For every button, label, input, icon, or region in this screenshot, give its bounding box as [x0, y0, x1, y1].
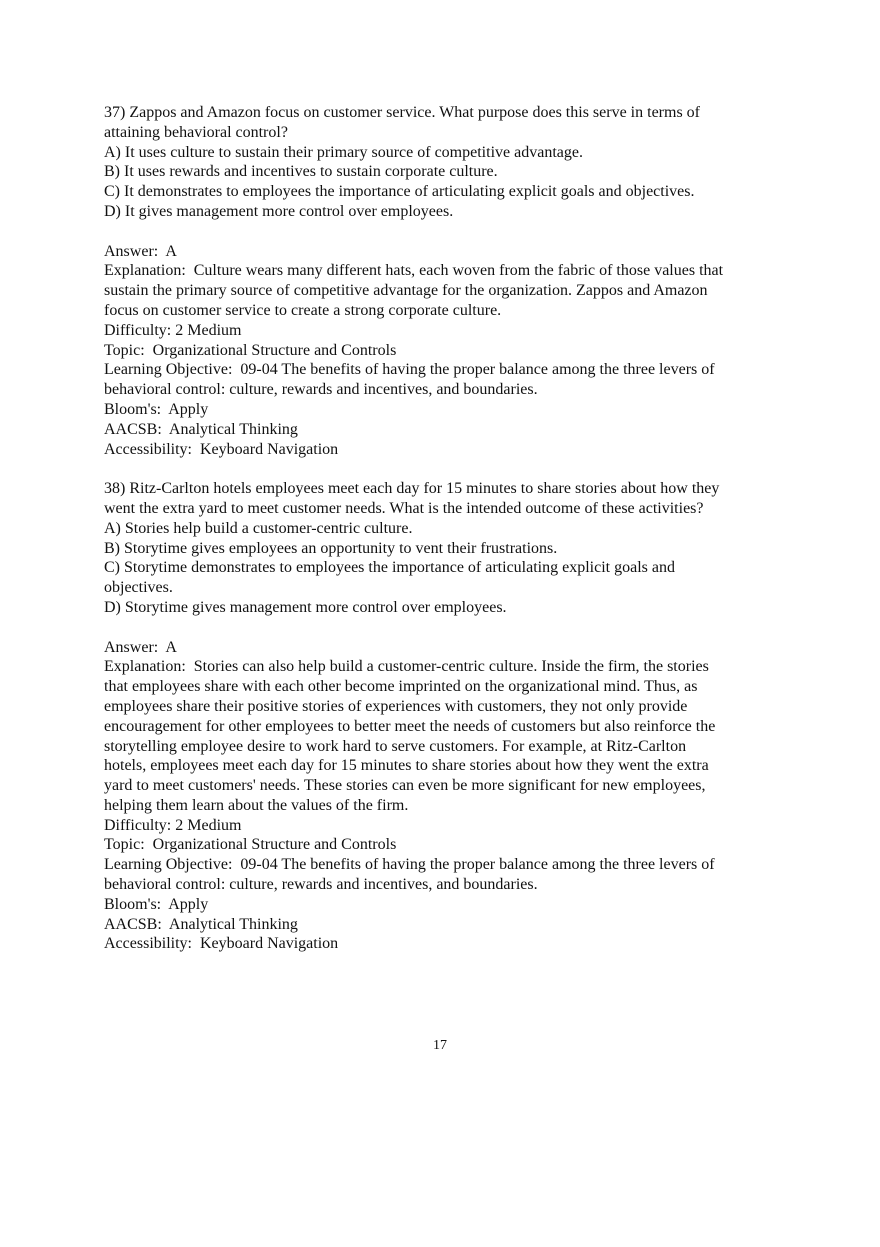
explanation: yard to meet customers' needs. These stories can even be more significant for new employees,: [104, 777, 706, 795]
explanation: that employees share with each other become imprinted on the organizational mind. Thus, as: [104, 678, 698, 696]
question-stem: attaining behavioral control?: [104, 123, 288, 141]
question-stem: 38) Ritz-Carlton hotels employees meet each day for 15 minutes to share stories about how they: [104, 480, 720, 498]
explanation: encouragement for other employees to better meet the needs of customers but also reinforce the: [104, 717, 716, 735]
document-page: [104, 103, 804, 974]
answer-option: B) Storytime gives employees an opportunity to vent their frustrations.: [104, 539, 558, 557]
difficulty: Difficulty: 2 Medium: [104, 321, 242, 339]
explanation: sustain the primary source of competitive advantage for the organization. Zappos and Amazon: [104, 282, 708, 300]
explanation: hotels, employees meet each day for 15 minutes to share stories about how they went the extra: [104, 757, 709, 775]
spacer: [104, 222, 804, 242]
question-stem: went the extra yard to meet customer needs. What is the intended outcome of these activities?: [104, 499, 704, 517]
answer-option: D) It gives management more control over employees.: [104, 202, 454, 220]
spacer: [104, 618, 804, 638]
answer-option: D) Storytime gives management more control over employees.: [104, 598, 507, 616]
difficulty: Difficulty: 2 Medium: [104, 816, 242, 834]
explanation: Explanation: Culture wears many different hats, each woven from the fabric of those values that: [104, 262, 724, 280]
aacsb: AACSB: Analytical Thinking: [104, 420, 298, 438]
explanation: helping them learn about the values of the firm.: [104, 796, 409, 814]
learning-objective: Learning Objective: 09-04 The benefits of having the proper balance among the three levers of: [104, 361, 715, 379]
topic: Topic: Organizational Structure and Controls: [104, 341, 397, 359]
blooms-level: Bloom's: Apply: [104, 895, 209, 913]
question-stem: 37) Zappos and Amazon focus on customer service. What purpose does this serve in terms of: [104, 104, 700, 121]
blooms-level: Bloom's: Apply: [104, 400, 209, 418]
answer-option: C) It demonstrates to employees the importance of articulating explicit goals and objectives.: [104, 183, 695, 201]
topic: Topic: Organizational Structure and Controls: [104, 836, 397, 854]
learning-objective: Learning Objective: 09-04 The benefits of having the proper balance among the three levers of: [104, 856, 715, 874]
spacer: [104, 459, 804, 479]
answer-option: B) It uses rewards and incentives to sustain corporate culture.: [104, 163, 498, 181]
aacsb: AACSB: Analytical Thinking: [104, 915, 298, 933]
answer-option: A) It uses culture to sustain their primary source of competitive advantage.: [104, 143, 583, 161]
learning-objective: behavioral control: culture, rewards and incentives, and boundaries.: [104, 381, 538, 399]
explanation: employees share their positive stories of experiences with customers, they not only provide: [104, 697, 688, 715]
accessibility: Accessibility: Keyboard Navigation: [104, 935, 339, 953]
answer-option: A) Stories help build a customer-centric culture.: [104, 519, 413, 537]
accessibility: Accessibility: Keyboard Navigation: [104, 440, 339, 458]
explanation: focus on customer service to create a strong corporate culture.: [104, 301, 502, 319]
explanation: Explanation: Stories can also help build a customer-centric culture. Inside the firm, the stories: [104, 658, 709, 676]
explanation: storytelling employee desire to work hard to serve customers. For example, at Ritz-Carlton: [104, 737, 687, 755]
answer-key: Answer: A: [104, 638, 177, 656]
learning-objective: behavioral control: culture, rewards and incentives, and boundaries.: [104, 876, 538, 894]
answer-option: C) Storytime demonstrates to employees the importance of articulating explicit goals and objectives.: [104, 559, 675, 597]
spacer: [104, 954, 804, 974]
answer-key: Answer: A: [104, 242, 177, 260]
page-number: 17: [433, 1038, 447, 1053]
